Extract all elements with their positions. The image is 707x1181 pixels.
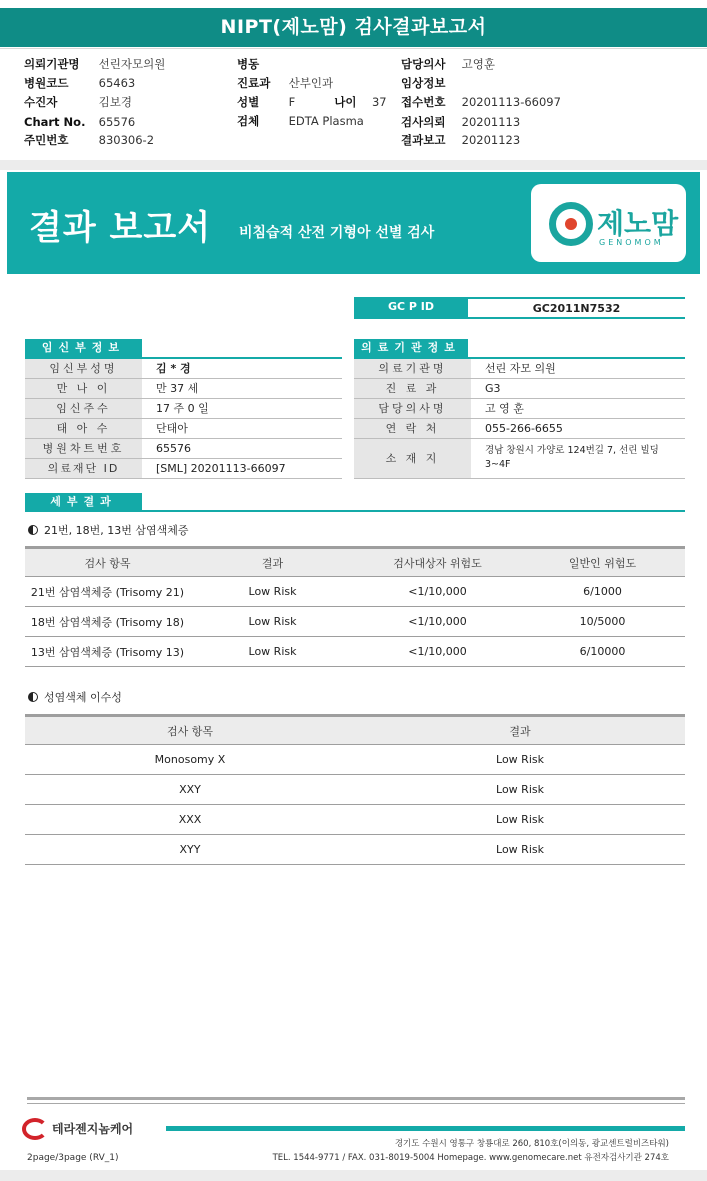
institution-row	[354, 399, 685, 419]
institution-row-value: 055-266-6655	[485, 422, 563, 435]
institution-row-value: 고 영 훈	[485, 402, 524, 415]
test-item: XXY	[25, 775, 355, 805]
sex-value: F	[288, 95, 296, 109]
result-cell: Low Risk	[355, 745, 685, 775]
institution-row-key: 의료기관명	[354, 359, 471, 378]
footer-accent-bar	[166, 1126, 685, 1131]
trisomy-header-row	[25, 548, 685, 577]
general-risk-cell: 6/1000	[520, 577, 685, 607]
genomom-emblem-icon	[549, 202, 593, 246]
result-cell: Low Risk	[355, 805, 685, 835]
resident-value: 830306-2	[98, 133, 155, 147]
trisomy-heading	[28, 522, 188, 538]
header-separator	[0, 160, 707, 170]
pregnant-row	[25, 439, 342, 459]
col-header: 일반인 위험도	[520, 548, 685, 577]
pregnant-row	[25, 419, 342, 439]
requested-row	[401, 113, 520, 132]
result-cell: Low Risk	[190, 637, 355, 667]
reported-label: 결과보고	[401, 133, 446, 147]
banner-title: 결과 보고서	[29, 208, 212, 248]
company-address: 경기도 수원시 영통구 창룡대로 260, 810호(이의동, 광교센트럴비즈타워)	[394, 1139, 669, 1149]
resident-label: 주민번호	[24, 133, 69, 147]
pregnant-info-title: 임신부정보	[25, 339, 142, 357]
institution-row-value: 경남 창원시 가양로 124번길 7, 선린 빌딩 3~4F	[485, 445, 659, 470]
receiver-label: 수진자	[24, 95, 58, 109]
institution-row-key: 담당의사명	[354, 399, 471, 418]
half-circle-bullet-icon	[28, 692, 38, 702]
dept-label: 진료과	[237, 76, 271, 90]
footer-rule	[27, 1097, 685, 1100]
result-cell: Low Risk	[190, 607, 355, 637]
result-cell: Low Risk	[190, 577, 355, 607]
trisomy-table	[25, 546, 685, 667]
genomom-logo	[531, 184, 686, 262]
general-risk-cell: 6/10000	[520, 637, 685, 667]
institution-info-table	[354, 359, 685, 479]
ward-row	[237, 55, 289, 74]
specimen-row	[237, 112, 364, 131]
sex-chrom-heading-text: 성염색체 이수성	[44, 691, 122, 704]
institution-row	[24, 55, 165, 74]
pregnant-row-key: 병원차트번호	[25, 439, 142, 458]
accession-row	[401, 93, 561, 112]
institution-row	[354, 379, 685, 399]
bottom-strip	[0, 1170, 707, 1181]
hospital-code-value: 65463	[98, 76, 136, 90]
result-cell: Low Risk	[355, 835, 685, 865]
requested-label: 검사의뢰	[401, 115, 446, 129]
doctor-label: 담당의사	[401, 57, 446, 71]
pregnant-row-value: [SML] 20201113-66097	[156, 462, 286, 475]
col-header: 결과	[355, 716, 685, 745]
receiver-row	[24, 93, 132, 112]
test-item: 13번 삼염색체증 (Trisomy 13)	[25, 637, 190, 667]
sex-label: 성별	[237, 95, 260, 109]
doctor-row	[401, 55, 495, 74]
pregnant-row-value: 만 37 세	[156, 382, 199, 395]
pregnant-row-value: 김 * 경	[156, 362, 191, 375]
specimen-label: 검체	[237, 114, 260, 128]
logo-english-name: GENOMOM	[599, 238, 664, 247]
footer-rule-thin	[27, 1103, 685, 1104]
specimen-value: EDTA Plasma	[288, 114, 364, 128]
accession-value: 20201113-66097	[461, 95, 561, 109]
logo-korean-name: 제노맘	[597, 207, 679, 240]
table-row	[25, 835, 685, 865]
company-name: 테라젠지놈케어	[52, 1122, 134, 1136]
sex-chrom-heading	[28, 689, 122, 705]
col-header: 검사 항목	[25, 548, 190, 577]
table-row	[25, 607, 685, 637]
banner-subtitle: 비침습적 산전 기형아 선별 검사	[239, 225, 435, 241]
hospital-code-label: 병원코드	[24, 76, 69, 90]
general-risk-cell: 10/5000	[520, 607, 685, 637]
institution-row-key: 소 재 지	[354, 439, 471, 478]
clinical-row	[401, 74, 462, 93]
test-item: 18번 삼염색체증 (Trisomy 18)	[25, 607, 190, 637]
pregnant-row-value: 65576	[156, 442, 191, 455]
test-item: XYY	[25, 835, 355, 865]
patient-header-info	[0, 55, 707, 155]
age-value: 37	[371, 95, 387, 109]
details-title: 세부결과	[25, 493, 142, 511]
sex-chrom-table	[25, 714, 685, 865]
pregnant-row-value: 17 주 0 일	[156, 402, 209, 415]
age-label: 나이	[334, 95, 357, 109]
trisomy-heading-text: 21번, 18번, 13번 삼염색체증	[44, 524, 189, 537]
gcpid-label: GC P ID	[354, 297, 468, 317]
institution-row-value: 선린 자모 의원	[485, 362, 556, 375]
institution-row	[354, 439, 685, 479]
col-header: 검사 항목	[25, 716, 355, 745]
chart-value: 65576	[98, 115, 136, 129]
report-banner	[7, 172, 700, 274]
page-indicator: 2page/3page (RV_1)	[27, 1153, 119, 1163]
institution-row-key: 진 료 과	[354, 379, 471, 398]
institution-label: 의뢰기관명	[24, 57, 80, 71]
subject-risk-cell: <1/10,000	[355, 637, 520, 667]
institution-row-key: 연 락 처	[354, 419, 471, 438]
clinical-label: 임상정보	[401, 76, 446, 90]
gcpid-value: GC2011N7532	[468, 297, 685, 317]
gcpid-box	[354, 297, 685, 319]
result-cell: Low Risk	[355, 775, 685, 805]
pregnant-row	[25, 459, 342, 479]
pregnant-row	[25, 379, 342, 399]
institution-row	[354, 419, 685, 439]
dept-row	[237, 74, 333, 93]
table-row	[25, 745, 685, 775]
institution-row-value: G3	[485, 382, 501, 395]
table-row	[25, 775, 685, 805]
pregnant-row-key: 만 나 이	[25, 379, 142, 398]
title-bar	[0, 0, 707, 49]
test-item: Monosomy X	[25, 745, 355, 775]
subject-risk-cell: <1/10,000	[355, 607, 520, 637]
pregnant-row-key: 임신부성명	[25, 359, 142, 378]
title-band	[0, 8, 707, 47]
pregnant-row	[25, 399, 342, 419]
pregnant-row-key: 임신주수	[25, 399, 142, 418]
table-row	[25, 637, 685, 667]
requested-value: 20201113	[461, 115, 521, 129]
reported-value: 20201123	[461, 133, 521, 147]
pregnant-row-key: 의료재단 ID	[25, 459, 142, 478]
col-header: 결과	[190, 548, 355, 577]
dept-value: 산부인과	[288, 76, 334, 90]
resident-row	[24, 131, 154, 150]
chart-row	[24, 113, 135, 132]
sex-chrom-header-row	[25, 716, 685, 745]
subject-risk-cell: <1/10,000	[355, 577, 520, 607]
institution-value: 선린자모의원	[98, 57, 166, 71]
col-header: 검사대상자 위험도	[355, 548, 520, 577]
test-item: 21번 삼염색체증 (Trisomy 21)	[25, 577, 190, 607]
institution-row	[354, 359, 685, 379]
reported-row	[401, 131, 520, 150]
accession-label: 접수번호	[401, 95, 446, 109]
half-circle-bullet-icon	[28, 525, 38, 535]
table-row	[25, 577, 685, 607]
pregnant-row	[25, 359, 342, 379]
institution-info-title: 의료기관정보	[354, 339, 468, 357]
pregnant-row-value: 단태아	[156, 422, 188, 435]
pregnant-row-key: 태 아 수	[25, 419, 142, 438]
ward-label: 병동	[237, 57, 260, 71]
chart-label: Chart No.	[24, 115, 86, 129]
test-item: XXX	[25, 805, 355, 835]
receiver-value: 김보경	[98, 95, 132, 109]
company-contact: TEL. 1544-9771 / FAX. 031-8019-5004 Homepage. www.genomecare.net 유전자검사기관 274호	[272, 1153, 669, 1163]
terragen-g-icon	[22, 1118, 48, 1140]
doctor-value: 고영훈	[461, 57, 495, 71]
pregnant-info-table	[25, 359, 342, 479]
details-line	[25, 510, 685, 512]
hospital-code-row	[24, 74, 135, 93]
sex-row	[237, 93, 387, 112]
table-row	[25, 805, 685, 835]
report-title: NIPT(제노맘) 검사결과보고서	[220, 16, 487, 38]
